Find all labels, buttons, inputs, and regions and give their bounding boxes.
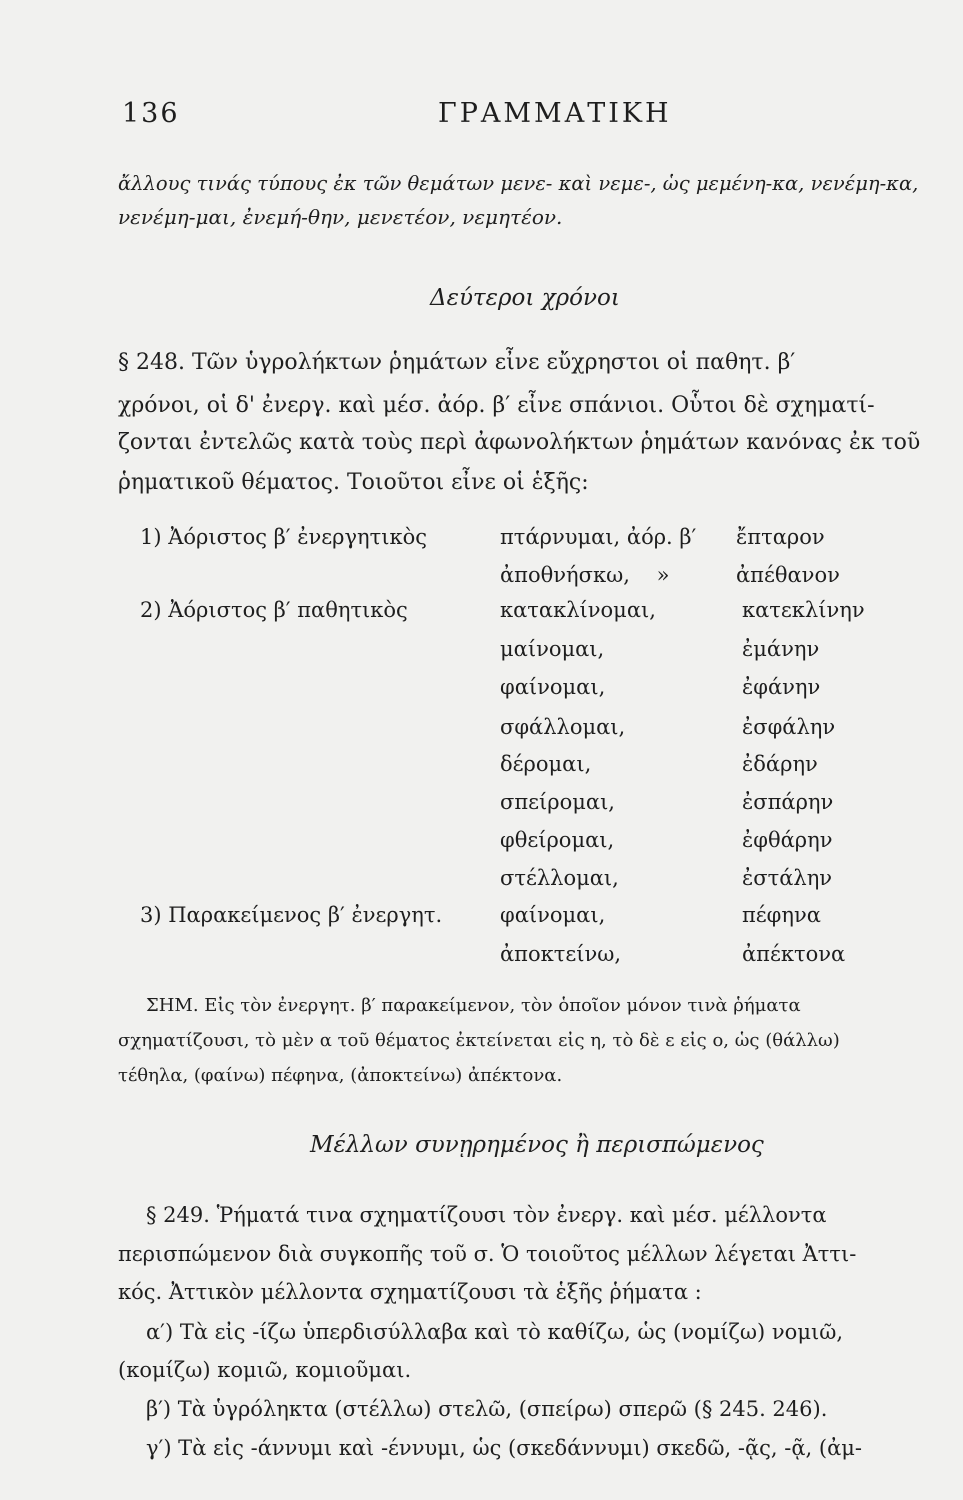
table-row-form: ἀπέθανον: [736, 563, 840, 587]
table-row-verb: σπείρομαι,: [500, 790, 615, 814]
paragraph-249-line-2: περισπώμενον διὰ συγκοπῆς τοῦ σ. Ὁ τοιοῦτος μέλλων λέγεται Ἀττι-: [118, 1242, 857, 1266]
paragraph-248-line-3: ζονται ἐντελῶς κατὰ τοὺς περὶ ἀφωνολήκτων ῥημάτων κανόνας ἐκ τοῦ: [118, 430, 921, 455]
table-row-form: ἀπέκτονα: [742, 942, 846, 966]
note-line-3: τέθηλα, (φαίνω) πέφηνα, (ἀποκτείνω) ἀπέκτονα.: [118, 1065, 563, 1086]
table-row-form: ἔπταρον: [736, 525, 825, 549]
table-row-form: ἐδάρην: [742, 752, 818, 776]
intro-line-1: ἄλλους τινάς τύπους ἐκ τῶν θεμάτων μενε- καὶ νεμε-, ὡς μεμένη-κα, νενέμη-κα,: [118, 172, 919, 195]
note-line-2: σχηματίζουσι, τὸ μὲν α τοῦ θέματος ἐκτείνεται εἰς η, τὸ δὲ ε εἰς ο, ὡς (θάλλω): [118, 1030, 840, 1051]
label-aorist-passive: 2) Ἀόριστος β′ παθητικὸς: [140, 598, 408, 622]
table-row-form: ἐσπάρην: [742, 790, 834, 814]
table-row-verb: φθείρομαι,: [500, 828, 615, 852]
table-row-form: ἐστάλην: [742, 866, 833, 890]
table-row-form: ἐφάνην: [742, 675, 821, 699]
intro-line-2: νενέμη-μαι, ἐνεμή-θην, μενετέον, νεμητέον.: [118, 205, 563, 229]
note-line-1: ΣΗΜ. Εἰς τὸν ἐνεργητ. β′ παρακείμενον, τὸν ὁποῖον μόνον τινὰ ῥήματα: [146, 995, 801, 1016]
label-aorist-active: 1) Ἀόριστος β′ ἐνεργητικὸς: [140, 525, 428, 549]
table-row-verb: δέρομαι,: [500, 752, 592, 776]
paragraph-249-line-5: (κομίζω) κομιῶ, κομιοῦμαι.: [118, 1358, 412, 1382]
paragraph-249-line-6: β′) Τὰ ὑγρόληκτα (στέλλω) στελῶ, (σπείρω) σπερῶ (§ 245. 246).: [146, 1397, 828, 1421]
table-row-verb: στέλλομαι,: [500, 866, 619, 890]
paragraph-248-line-4: ῥηματικοῦ θέματος. Τοιοῦτοι εἶνε οἱ ἑξῆς:: [118, 470, 589, 495]
table-row-form: πέφηνα: [742, 903, 821, 927]
label-perfect-active: 3) Παρακείμενος β′ ἐνεργητ.: [140, 903, 443, 927]
paragraph-248-line-1: § 248. Τῶν ὑγρολήκτων ῥημάτων εἶνε εὔχρηστοι οἱ παθητ. β′: [118, 350, 796, 375]
table-row-verb: φαίνομαι,: [500, 903, 606, 927]
table-row-verb: σφάλλομαι,: [500, 715, 626, 739]
page-number: 136: [122, 98, 180, 129]
section-heading-deuteroi: Δεύτεροι χρόνοι: [430, 285, 620, 311]
paragraph-249-line-4: α′) Τὰ εἰς -ίζω ὑπερδισύλλαβα καὶ τὸ καθίζω, ὡς (νομίζω) νομιῶ,: [146, 1320, 844, 1344]
paragraph-248-line-2: χρόνοι, οἱ δ' ἐνεργ. καὶ μέσ. ἀόρ. β′ εἶνε σπάνιοι. Οὗτοι δὲ σχηματί-: [118, 393, 875, 418]
table-row-verb: φαίνομαι,: [500, 675, 606, 699]
table-row-verb: κατακλίνομαι,: [500, 598, 656, 622]
paragraph-249-line-7: γ′) Τὰ εἰς -άννυμι καὶ -έννυμι, ὡς (σκεδάννυμι) σκεδῶ, -ᾷς, -ᾷ, (ἀμ-: [146, 1436, 863, 1460]
table-row-verb: ἀποθνήσκω, »: [500, 563, 670, 587]
running-header: [0, 98, 963, 138]
paragraph-249-line-1: § 249. Ῥήματά τινα σχηματίζουσι τὸν ἐνεργ. καὶ μέσ. μέλλοντα: [146, 1203, 827, 1227]
table-row-form: ἐμάνην: [742, 637, 820, 661]
section-heading-mellon: Μέλλων συνῃρημένος ἢ περισπώμενος: [310, 1132, 764, 1158]
table-row-verb: μαίνομαι,: [500, 637, 605, 661]
table-row-form: κατεκλίνην: [742, 598, 865, 622]
running-title: ΓΡΑΜΜΑΤΙΚΗ: [438, 98, 672, 129]
table-row-verb: ἀποκτείνω,: [500, 942, 622, 966]
table-row-verb: πτάρνυμαι, ἀόρ. β′: [500, 525, 697, 549]
paragraph-249-line-3: κός. Ἀττικὸν μέλλοντα σχηματίζουσι τὰ ἑξῆς ῥήματα :: [118, 1280, 702, 1304]
table-row-form: ἐσφάλην: [742, 715, 836, 739]
table-row-form: ἐφθάρην: [742, 828, 833, 852]
